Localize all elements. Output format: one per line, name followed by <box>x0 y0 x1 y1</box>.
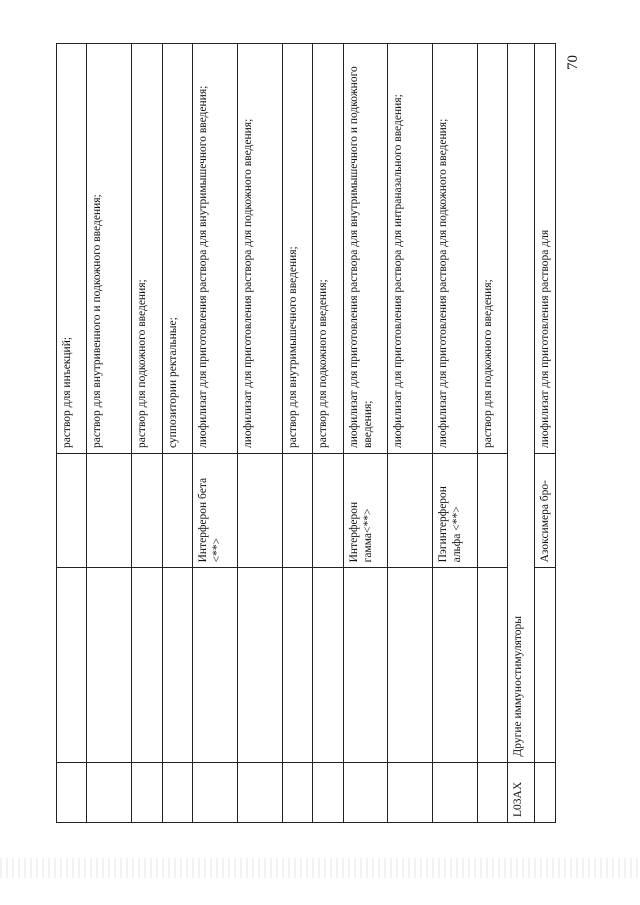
inn-cell <box>132 454 162 568</box>
table-row <box>477 44 507 823</box>
group-cell <box>282 568 312 762</box>
table-row <box>534 44 555 823</box>
atc-code-cell <box>534 762 555 822</box>
group-cell <box>87 568 132 762</box>
dosage-form-cell: лиофилизат для приготовления раствора для внутримышечного и подкожного введения; <box>343 44 388 454</box>
table-row <box>237 44 282 823</box>
dosage-form-cell: раствор для подкожного введения; <box>132 44 162 454</box>
inn-cell: Интерферон бета <**> <box>193 454 238 568</box>
inn-cell <box>237 454 282 568</box>
dosage-form-cell: лиофилизат для приготовления раствора для подкожного введения; <box>432 44 477 454</box>
group-cell <box>343 568 388 762</box>
table-row <box>343 44 388 823</box>
table-row <box>162 44 192 823</box>
drug-list-table <box>56 43 556 823</box>
inn-cell <box>87 454 132 568</box>
scan-artifact-strip <box>0 858 640 878</box>
atc-code-cell <box>193 762 238 822</box>
rotated-table-container <box>56 43 556 823</box>
group-cell <box>432 568 477 762</box>
group-cell <box>477 568 507 762</box>
atc-code-cell <box>313 762 343 822</box>
table-row <box>282 44 312 823</box>
dosage-form-cell: лиофилизат для приготовления раствора для подкожного введения; <box>237 44 282 454</box>
atc-code-cell: L03AX <box>508 762 534 822</box>
atc-code-cell <box>57 762 87 822</box>
dosage-form-cell: раствор для внутривенного и подкожного введения; <box>87 44 132 454</box>
dosage-form-cell: раствор для подкожного введения; <box>477 44 507 454</box>
dosage-form-cell: раствор для внутримышечного введения; <box>282 44 312 454</box>
atc-code-cell <box>87 762 132 822</box>
dosage-form-cell: раствор для подкожного введения; <box>313 44 343 454</box>
atc-code-cell <box>388 762 433 822</box>
atc-code-cell <box>132 762 162 822</box>
dosage-form-cell: раствор для инъекций; <box>57 44 87 454</box>
table-row <box>388 44 433 823</box>
inn-cell: Пэгинтерферон альфа <**> <box>432 454 477 568</box>
table-row <box>432 44 477 823</box>
page-number: 70 <box>565 55 581 70</box>
inn-cell: Азоксимера бро- <box>534 454 555 568</box>
inn-cell <box>162 454 192 568</box>
inn-cell <box>388 454 433 568</box>
group-cell <box>237 568 282 762</box>
group-cell: Другие иммуностимуляторы <box>508 44 534 763</box>
atc-code-cell <box>343 762 388 822</box>
table-row <box>57 44 87 823</box>
inn-cell <box>57 454 87 568</box>
atc-code-cell <box>282 762 312 822</box>
group-cell <box>534 568 555 762</box>
inn-cell <box>282 454 312 568</box>
atc-code-cell <box>432 762 477 822</box>
group-cell <box>313 568 343 762</box>
table-row <box>313 44 343 823</box>
group-cell <box>193 568 238 762</box>
inn-cell <box>313 454 343 568</box>
atc-code-cell <box>237 762 282 822</box>
dosage-form-cell: лиофилизат для приготовления раствора для интраназального введения; <box>388 44 433 454</box>
inn-cell: Интерферон гамма<**> <box>343 454 388 568</box>
table-row <box>132 44 162 823</box>
atc-code-cell <box>162 762 192 822</box>
inn-cell <box>477 454 507 568</box>
dosage-form-cell: лиофилизат для приготовления раствора для внутримышечного введения; <box>193 44 238 454</box>
group-cell <box>57 568 87 762</box>
table-row <box>193 44 238 823</box>
group-cell <box>388 568 433 762</box>
table-row <box>508 44 534 823</box>
group-cell <box>132 568 162 762</box>
dosage-form-cell: суппозитории ректальные; <box>162 44 192 454</box>
dosage-form-cell: лиофилизат для приготовления раствора для <box>534 44 555 454</box>
group-cell <box>162 568 192 762</box>
table-row <box>87 44 132 823</box>
atc-code-cell <box>477 762 507 822</box>
